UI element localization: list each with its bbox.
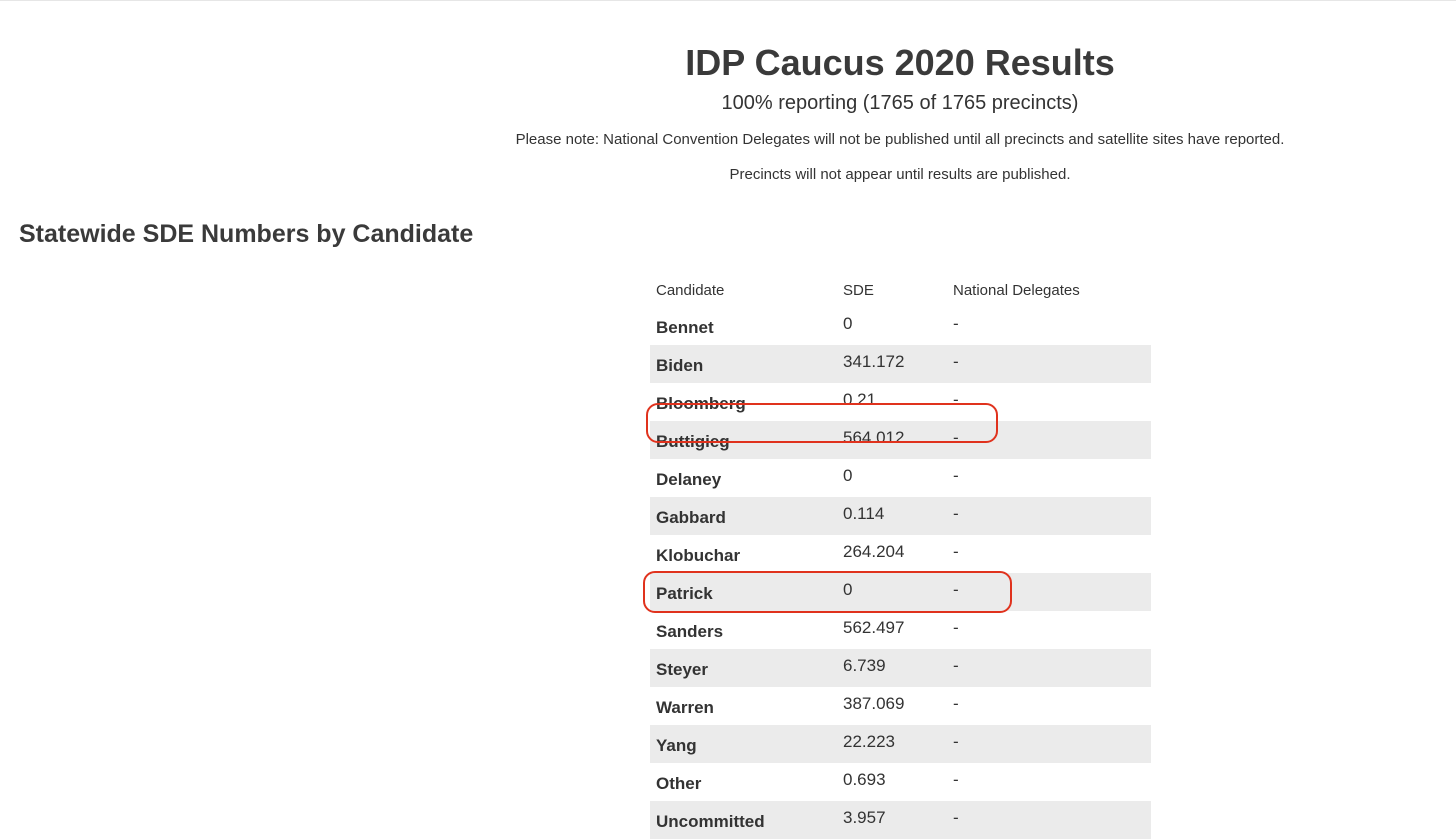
table-row [650, 611, 1151, 649]
candidate-name: Delaney [656, 470, 722, 489]
national-delegates-value: - [953, 618, 959, 637]
national-delegates-value: - [947, 649, 1151, 687]
candidate-name: Bennet [656, 318, 714, 337]
table-row [650, 687, 1151, 725]
sde-value: 0 [843, 314, 853, 333]
candidate-name: Biden [650, 345, 831, 383]
top-divider [0, 0, 1456, 1]
table-row [650, 307, 1151, 345]
sde-value: 341.172 [831, 345, 947, 383]
candidate-name: Patrick [650, 573, 831, 611]
reporting-status: 100% reporting (1765 of 1765 precincts) [721, 92, 1079, 114]
candidate-name: Warren [656, 698, 714, 717]
candidate-name: Klobuchar [656, 546, 741, 565]
table-row [650, 763, 1151, 801]
table-row [650, 383, 1151, 421]
table-row [650, 497, 1151, 535]
national-delegates-value: - [953, 770, 959, 789]
table-row [650, 535, 1151, 573]
sde-value: 22.223 [831, 725, 947, 763]
national-delegates-value: - [953, 314, 959, 333]
sde-value: 564.012 [831, 421, 947, 459]
candidate-name: Yang [650, 725, 831, 763]
sde-value: 3.957 [831, 801, 947, 839]
table-row [650, 573, 1151, 611]
candidate-name: Other [656, 774, 702, 793]
national-delegates-value: - [953, 390, 959, 409]
candidate-name: Bloomberg [656, 394, 746, 413]
sde-value: 6.739 [831, 649, 947, 687]
sde-value: 0 [843, 466, 853, 485]
national-delegates-value: - [947, 801, 1151, 839]
section-title: Statewide SDE Numbers by Candidate [19, 220, 474, 248]
results-table [650, 273, 1151, 839]
national-delegates-value: - [947, 421, 1151, 459]
delegates-note: Please note: National Convention Delegates will not be published until all precincts and satellite sites have reported. [515, 131, 1285, 148]
candidate-name: Buttigieg [650, 421, 831, 459]
page-title: IDP Caucus 2020 Results [685, 42, 1115, 83]
national-delegates-value: - [953, 694, 959, 713]
column-header-national-delegates: National Delegates [953, 281, 1080, 299]
sde-value: 0.114 [831, 497, 947, 535]
candidate-name: Uncommitted [650, 801, 831, 839]
candidate-name: Gabbard [650, 497, 831, 535]
column-header-candidate: Candidate [656, 281, 725, 299]
table-row [650, 649, 1151, 687]
column-header-sde: SDE [843, 281, 874, 299]
table-row [650, 459, 1151, 497]
national-delegates-value: - [947, 497, 1151, 535]
table-row [650, 725, 1151, 763]
national-delegates-value: - [947, 345, 1151, 383]
candidate-name: Sanders [656, 622, 724, 641]
table-row [650, 421, 1151, 459]
national-delegates-value: - [947, 573, 1151, 611]
sde-value: 0 [831, 573, 947, 611]
national-delegates-value: - [953, 466, 959, 485]
sde-value: 264.204 [843, 542, 905, 561]
table-row [650, 345, 1151, 383]
national-delegates-value: - [947, 725, 1151, 763]
table-row [650, 801, 1151, 839]
sde-value: 0.693 [843, 770, 886, 789]
sde-value: 562.497 [843, 618, 905, 637]
sde-value: 0.21 [843, 390, 877, 409]
table-header-row [650, 273, 1151, 307]
precincts-note: Precincts will not appear until results are published. [729, 166, 1071, 183]
national-delegates-value: - [953, 542, 959, 561]
candidate-name: Steyer [650, 649, 831, 687]
sde-value: 387.069 [843, 694, 905, 713]
